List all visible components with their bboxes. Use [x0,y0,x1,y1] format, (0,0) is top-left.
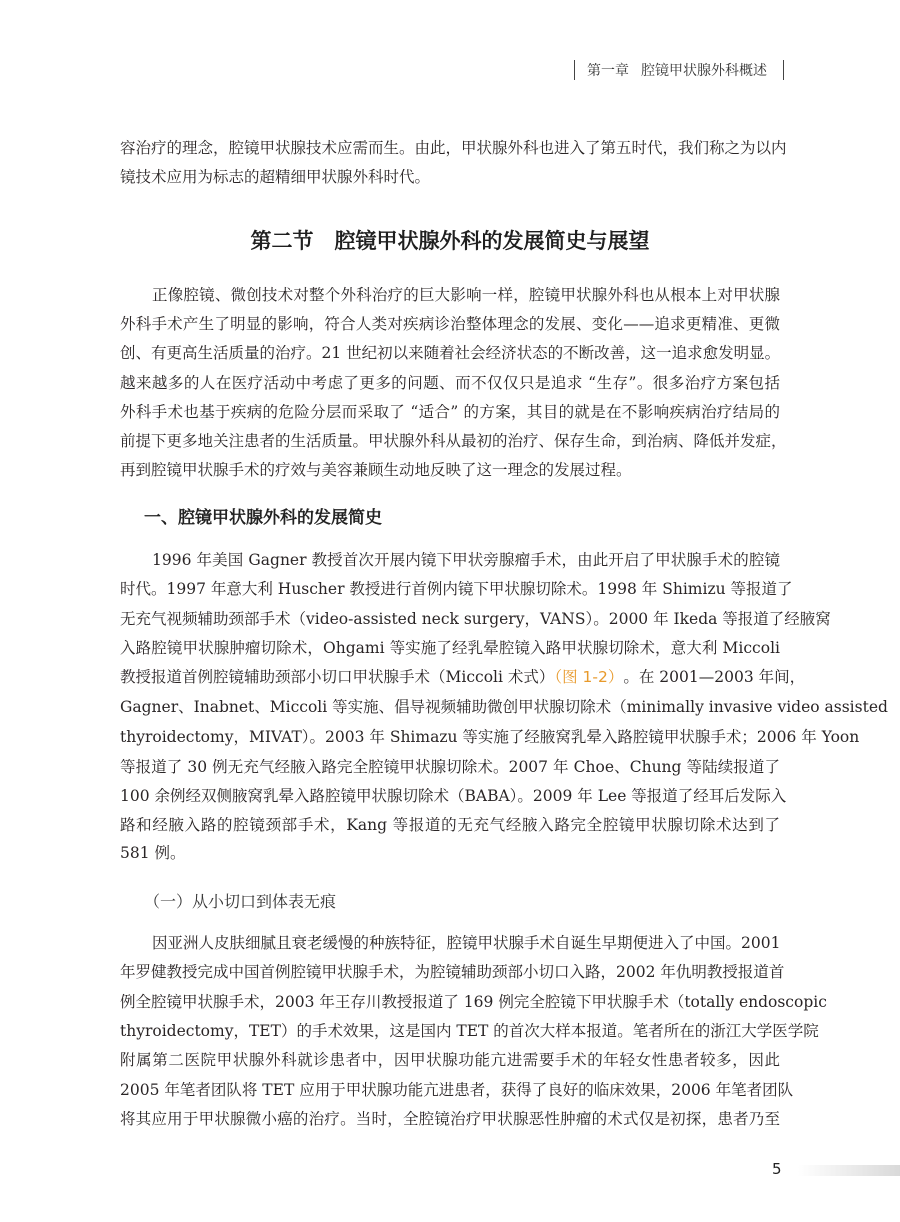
paragraph-line: 年罗健教授完成中国首例腔镜甲状腺手术，为腔镜辅助颈部小切口入路，2002 年仇明教授报道首 [120,963,785,981]
intro-line: 容治疗的理念，腔镜甲状腺技术应需而生。由此，甲状腺外科也进入了第五时代，我们称之为以内 [120,139,787,157]
paragraph-line: 等报道了 30 例无充气经腋入路完全腔镜甲状腺切除术。2007 年 Choe、Chung 等陆续报道了 [120,758,780,776]
paragraph-line: 前提下更多地关注患者的生活质量。甲状腺外科从最初的治疗、保存生命，到治病、降低并发症， [120,432,787,450]
header-divider [783,60,784,80]
paragraph-line: 2005 年笔者团队将 TET 应用于甲状腺功能亢进患者，获得了良好的临床效果，2006 年笔者团队 [120,1081,794,1099]
subsection-title: 一、腔镜甲状腺外科的发展简史 [144,508,382,528]
paragraph-line: 无充气视频辅助颈部手术（video-assisted neck surgery，VANS）。2000 年 Ikeda 等报道了经腋窝 [120,610,831,628]
line-text: 。在 2001—2003 年间， [623,668,806,686]
paragraph-line: 例全腔镜甲状腺手术，2003 年王存川教授报道了 169 例完全腔镜下甲状腺手术（totally endoscopic [120,993,827,1011]
running-header [574,59,784,81]
paragraph-line: thyroidectomy，TET）的手术效果，这是国内 TET 的首次大样本报道。笔者所在的浙江大学医学院 [120,1022,819,1040]
header-divider [574,60,575,80]
paragraph-line: 入路腔镜甲状腺肿瘤切除术，Ohgami 等实施了经乳晕腔镜入路甲状腺切除术，意大利 Miccoli [120,639,780,657]
paragraph-line: 附属第二医院甲状腺外科就诊患者中，因甲状腺功能亢进需要手术的年轻女性患者较多，因此 [120,1051,780,1069]
paragraph-line: 100 余例经双侧腋窝乳晕入路腔镜甲状腺切除术（BABA）。2009 年 Lee 等报道了经耳后发际入 [120,787,787,805]
line-text: 教授报道首例腔镜辅助颈部小切口甲状腺手术（Miccoli 术式） [120,668,555,686]
header-chapter-title: 腔镜甲状腺外科概述 [641,63,767,79]
paragraph-line: 创、有更高生活质量的治疗。21 世纪初以来随着社会经济状态的不断改善，这一追求愈发明显。 [120,344,781,362]
subsubsection-title: （一）从小切口到体表无痕 [144,892,337,911]
paragraph-line: 越来越多的人在医疗活动中考虑了更多的问题、而不仅仅只是追求 “生存”。很多治疗方案包括 [120,374,780,392]
header-chapter: 第一章 [587,63,629,79]
paragraph-line: 时代。1997 年意大利 Huscher 教授进行首例内镜下甲状腺切除术。1998 年 Shimizu 等报道了 [120,580,793,598]
paragraph-line: 正像腔镜、微创技术对整个外科治疗的巨大影响一样，腔镜甲状腺外科也从根本上对甲状腺 [152,286,780,304]
intro-line: 镜技术应用为标志的超精细甲状腺外科时代。 [120,168,431,186]
paragraph-line: 因亚洲人皮肤细腻且衰老缓慢的种族特征，腔镜甲状腺手术自诞生早期便进入了中国。2001 [152,934,781,952]
paragraph-line: 路和经腋入路的腔镜颈部手术，Kang 等报道的无充气经腋入路完全腔镜甲状腺切除术达到了 [120,816,780,834]
paragraph-line: Gagner、Inabnet、Miccoli 等实施、倡导视频辅助微创甲状腺切除术（minimally invasive video assisted [120,698,888,716]
paragraph-line: 再到腔镜甲状腺手术的疗效与美容兼顾生动地反映了这一理念的发展过程。 [120,461,632,479]
page-number-bar [798,1165,900,1176]
paragraph-line: 1996 年美国 Gagner 教授首次开展内镜下甲状旁腺瘤手术，由此开启了甲状腺手术的腔镜 [152,551,780,569]
section-title: 第二节 腔镜甲状腺外科的发展简史与展望 [250,229,650,253]
figure-reference-link[interactable]: （图 1-2） [554,668,624,686]
paragraph-line: 581 例。 [120,844,186,862]
paragraph-line: 外科手术产生了明显的影响，符合人类对疾病诊治整体理念的发展、变化——追求更精准、更微 [120,315,780,333]
paragraph-line: 将其应用于甲状腺微小癌的治疗。当时，全腔镜治疗甲状腺恶性肿瘤的术式仅是初探，患者乃至 [120,1110,780,1128]
page-number: 5 [772,1160,782,1178]
paragraph-line: 外科手术也基于疾病的危险分层而采取了 “适合” 的方案，其目的就是在不影响疾病治疗结局的 [120,403,780,421]
paragraph-line-with-figure-ref [120,666,806,688]
paragraph-line: thyroidectomy，MIVAT）。2003 年 Shimazu 等实施了经腋窝乳晕入路腔镜甲状腺手术；2006 年 Yoon [120,728,860,746]
